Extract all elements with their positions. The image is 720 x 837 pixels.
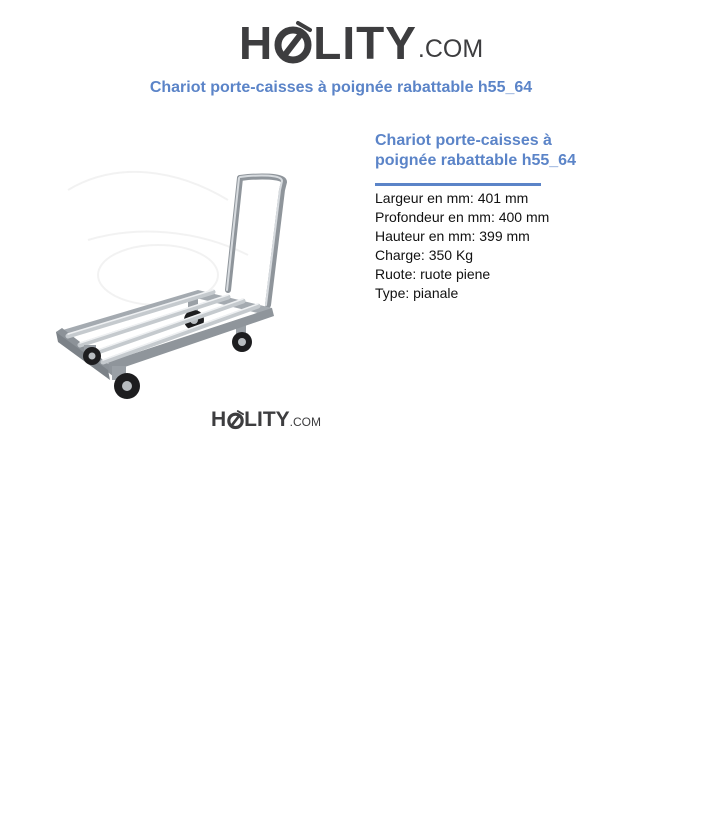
- page-title: Chariot porte-caisses à poignée rabattable h55_64: [149, 79, 533, 96]
- brand-logo-wordmark: [239, 17, 417, 69]
- spec-item-type: Type: pianale: [375, 285, 459, 301]
- brand-logo-small-wordmark: [211, 409, 290, 431]
- brand-logo[interactable]: [239, 14, 484, 69]
- brand-logo-tld: .COM: [417, 35, 484, 63]
- spec-item-width: Largeur en mm: 401 mm: [375, 190, 529, 206]
- trolley-image: [48, 130, 348, 412]
- title-divider: [375, 183, 541, 186]
- brand-logo-small[interactable]: [211, 409, 321, 431]
- product-info-panel: [375, 131, 675, 303]
- spec-item-depth: Profondeur en mm: 400 mm: [375, 209, 550, 225]
- spec-item-height: Hauteur en mm: 399 mm: [375, 228, 530, 244]
- brand-logo-suffix: LITY: [313, 17, 417, 69]
- brand-logo-small-prefix: H: [211, 408, 227, 431]
- spec-item-wheels: Ruote: ruote piene: [375, 266, 491, 282]
- brand-logo-small-o-icon: [227, 409, 244, 431]
- brand-logo-small-tld: .COM: [289, 415, 322, 429]
- brand-logo-small-suffix: LITY: [244, 408, 290, 431]
- spec-item-load: Charge: 350 Kg: [375, 247, 474, 263]
- brand-logo-prefix: H: [239, 17, 274, 69]
- spec-list: [375, 189, 675, 303]
- brand-logo-o-icon: [274, 20, 312, 66]
- product-title: Chariot porte-caisses à poignée rabattable h55_64: [375, 132, 576, 169]
